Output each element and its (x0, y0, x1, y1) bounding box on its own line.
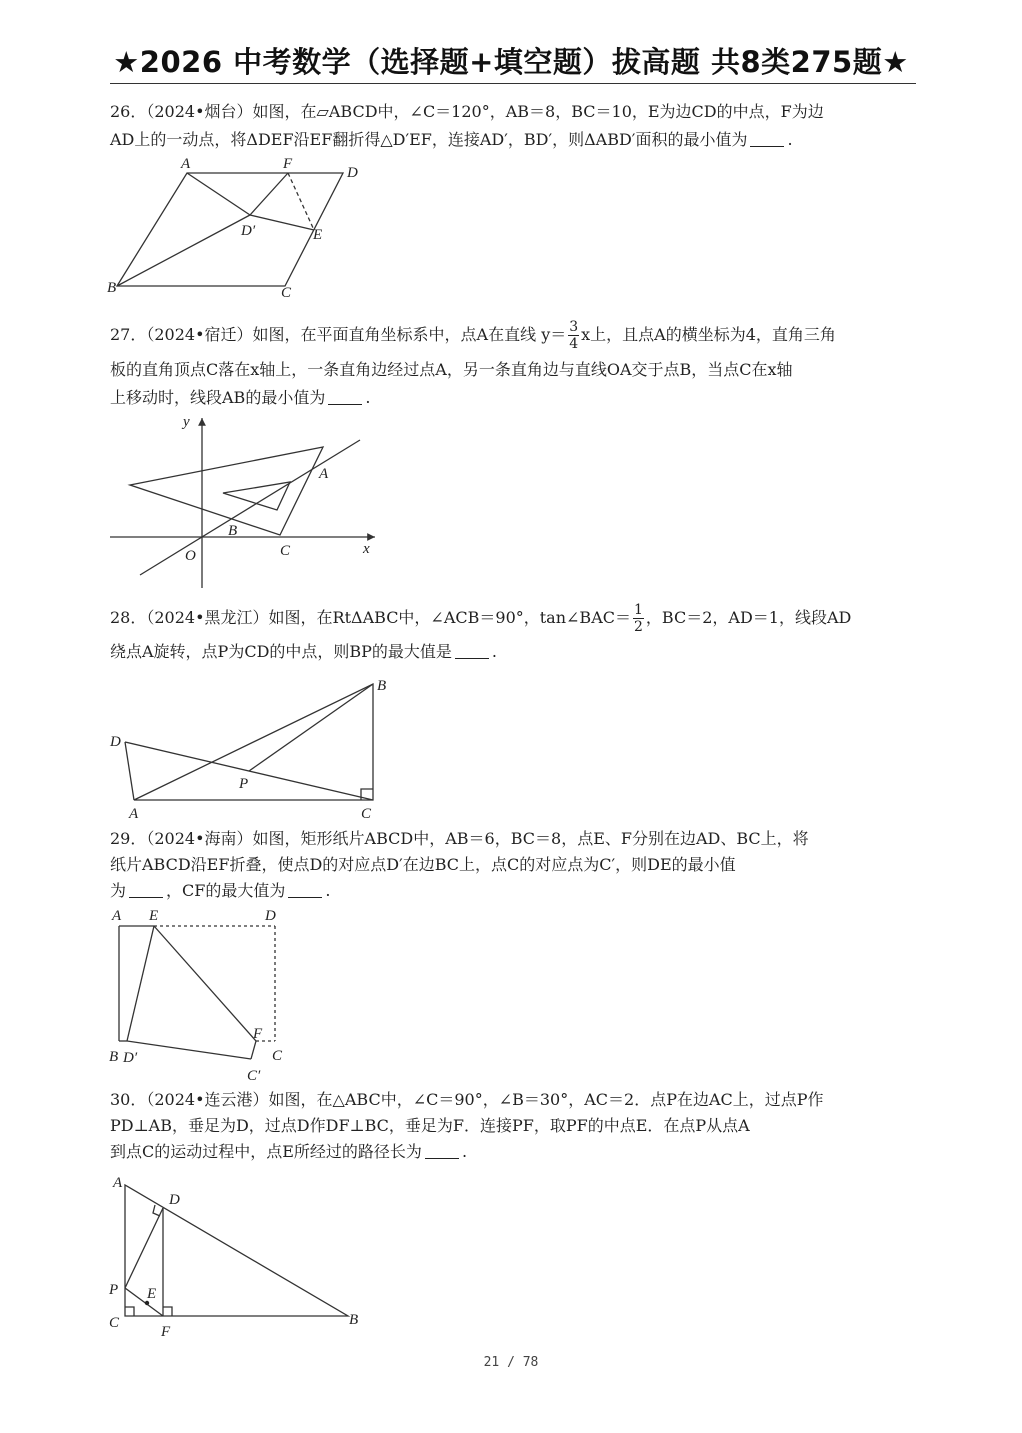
label-b: B (377, 678, 387, 694)
question-28-line-1 (110, 600, 916, 636)
segment-c-prime-f (251, 1041, 256, 1059)
label-b: B (107, 280, 117, 296)
question-text: 如图，在▱ABCD中，∠C＝120°，AB＝8，BC＝10，E为边CD的中点，F为边 (252, 102, 824, 121)
label-e: E (149, 908, 159, 924)
dashed-original-rectangle (154, 926, 275, 1041)
label-d: D (265, 908, 276, 924)
question-end: . (325, 881, 331, 900)
question-text: 到点C的运动过程中，点E所经过的路径长为 (110, 1142, 422, 1161)
question-30-line-2 (110, 1113, 916, 1139)
segment-ed-prime (127, 926, 154, 1041)
label-d-prime: D′ (241, 223, 256, 239)
question-text: x上，且点A的横坐标为4，直角三角 (581, 325, 836, 344)
question-29-line-2 (110, 852, 916, 878)
question-number: 30． (110, 1090, 147, 1109)
page-number: 21 / 78 (483, 1355, 539, 1370)
question-text: 如图，在△ABC中，∠C＝90°，∠B＝30°，AC＝2．点P在边AC上，过点P作 (268, 1090, 824, 1109)
label-e: E (313, 227, 323, 243)
question-30 (110, 1087, 916, 1165)
question-text: 如图，在平面直角坐标系中，点A在直线 y＝ (252, 325, 567, 344)
answer-blank[interactable] (328, 388, 362, 405)
fraction-numerator: 3 (569, 319, 579, 335)
question-27-line-2 (110, 356, 916, 384)
fraction-3-4 (568, 319, 579, 352)
question-end: . (461, 1142, 468, 1161)
label-e: E (147, 1286, 157, 1302)
figure-right-triangle-path (105, 1170, 375, 1342)
question-text: ，CF的最大值为 (166, 881, 286, 900)
label-a: A (319, 466, 329, 482)
question-30-line-1 (110, 1087, 916, 1113)
question-28 (110, 600, 916, 666)
segment-bd-prime (117, 215, 250, 286)
question-number: 26． (110, 102, 147, 121)
label-o: O (185, 548, 196, 564)
triangle-abc (125, 1185, 348, 1316)
answer-blank-2[interactable] (288, 881, 322, 898)
question-text: 如图，矩形纸片ABCD中，AB＝6，BC＝8，点E、F分别在边AD、BC上，将 (252, 829, 809, 848)
label-f: F (161, 1324, 171, 1340)
right-angle-mark-c (125, 1307, 134, 1316)
label-y: y (183, 414, 190, 430)
figure-coordinate-triangle (105, 410, 390, 590)
label-a: A (181, 156, 191, 172)
label-a: A (129, 806, 139, 822)
fraction-denominator: 2 (634, 619, 643, 635)
label-c: C (361, 806, 372, 822)
segment-pd (125, 1208, 163, 1288)
question-27 (110, 318, 916, 412)
answer-blank-1[interactable] (129, 881, 163, 898)
label-f: F (283, 156, 293, 172)
label-p: P (109, 1282, 119, 1298)
segment-d-prime-e (250, 215, 314, 230)
label-d: D (169, 1192, 180, 1208)
fraction-denominator: 4 (569, 336, 579, 352)
question-26 (110, 98, 916, 154)
segment-pb (249, 684, 373, 771)
label-c: C (109, 1315, 120, 1331)
question-text: 绕点A旋转，点P为CD的中点，则BP的最大值是 (110, 642, 452, 661)
header-divider (110, 83, 916, 84)
page-title: ★2026 中考数学（选择题+填空题）拔高题 共8类275题★ (113, 45, 909, 79)
label-b: B (228, 523, 238, 539)
label-a: A (113, 1175, 123, 1191)
question-29 (110, 826, 916, 904)
question-source: （2024•烟台） (146, 102, 253, 121)
label-b: B (349, 1312, 359, 1328)
question-source: （2024•宿迁） (146, 325, 253, 344)
question-source: （2024•连云港） (146, 1090, 269, 1109)
label-p: P (239, 776, 249, 792)
question-29-line-3 (110, 878, 916, 904)
question-26-line-2 (110, 126, 916, 154)
answer-blank[interactable] (425, 1142, 459, 1159)
question-text: AD上的一动点，将ΔDEF沿EF翻折得△D′EF，连接AD′，BD′，则ΔABD′面积的最小值为 (110, 130, 748, 149)
question-end: . (491, 642, 498, 661)
label-c: C (280, 543, 291, 559)
label-d: D (347, 165, 358, 181)
question-source: （2024•黑龙江） (146, 608, 269, 627)
triangle-abc (134, 684, 373, 800)
label-a: A (112, 908, 122, 924)
right-angle-mark-f (163, 1307, 172, 1316)
question-30-line-3 (110, 1139, 916, 1165)
line-oa (140, 440, 360, 575)
label-d-prime: D′ (123, 1050, 138, 1066)
question-27-line-1 (110, 318, 916, 352)
question-29-line-1 (110, 826, 916, 852)
label-x: x (363, 541, 370, 557)
question-end: . (787, 130, 793, 149)
right-angle-mark-d (153, 1205, 160, 1216)
segment-fd-prime (250, 173, 288, 215)
question-28-line-2 (110, 638, 916, 666)
label-b: B (109, 1049, 119, 1065)
question-text: PD⊥AB，垂足为D，过点D作DF⊥BC，垂足为F．连接PF，取PF的中点E．在点P从点A (110, 1116, 750, 1135)
question-number: 27． (110, 325, 147, 344)
segment-ad (125, 742, 134, 800)
answer-blank[interactable] (455, 642, 489, 659)
label-d: D (110, 734, 121, 750)
segment-pf (125, 1288, 163, 1316)
question-text: ，BC＝2，AD＝1，线段AD (645, 608, 852, 627)
question-text: 板的直角顶点C落在x轴上，一条直角边经过点A，另一条直角边与直线OA交于点B，当点C在x轴 (110, 360, 793, 379)
question-number: 29． (110, 829, 147, 848)
label-c: C (272, 1048, 283, 1064)
answer-blank[interactable] (750, 130, 784, 147)
question-source: （2024•海南） (146, 829, 253, 848)
question-26-line-1 (110, 98, 916, 126)
question-end: . (365, 388, 371, 407)
triangle-ruler-inner (223, 482, 290, 510)
question-text: 为 (110, 881, 127, 900)
fraction-numerator: 1 (634, 602, 643, 618)
fraction-1-2 (633, 602, 644, 635)
segment-ef (154, 926, 256, 1041)
label-f: F (253, 1026, 263, 1042)
question-text: 纸片ABCD沿EF折叠，使点D的对应点D′在边BC上，点C的对应点为C′，则DE的最小值 (110, 855, 736, 874)
segment-d-prime-c-prime (127, 1041, 251, 1059)
question-text: 如图，在RtΔABC中，∠ACB＝90°，tan∠BAC＝ (268, 608, 631, 627)
figure-rectangle-fold (105, 904, 305, 1086)
label-c-prime: C′ (247, 1068, 261, 1084)
segment-ad-prime (187, 173, 250, 215)
figure-parallelogram-fold (105, 155, 370, 300)
figure-right-triangle-rotation (105, 672, 405, 822)
label-c: C (281, 285, 292, 300)
question-text: 上移动时，线段AB的最小值为 (110, 388, 326, 407)
segment-fe-dashed (288, 173, 314, 230)
question-number: 28． (110, 608, 147, 627)
question-27-line-3 (110, 384, 916, 412)
